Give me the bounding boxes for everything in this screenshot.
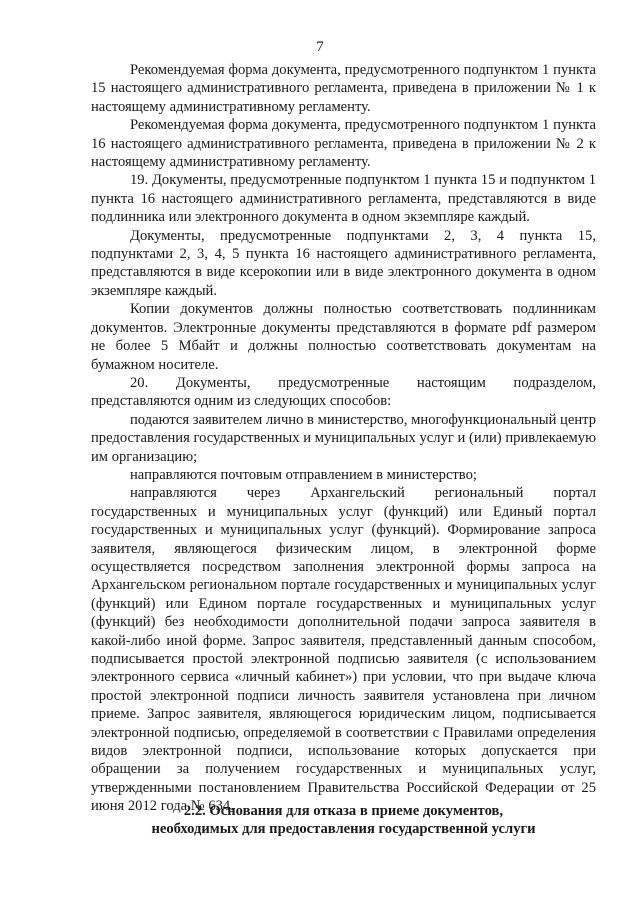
paragraph: Копии документов должны полностью соответствовать подлинникам документов. Электронные документы представляются в формате pdf размером не более 5 Мбайт и должны полностью соответствовать документам на бумажном носителе. xyxy=(91,301,596,373)
paragraph: Рекомендуемая форма документа, предусмотренного подпунктом 1 пункта 16 настоящего административного регламента, приведена в приложении № 2 к настоящему административному регламенту. xyxy=(91,117,596,171)
paragraph: подаются заявителем лично в министерство, многофункциональный центр предоставления государственных и муниципальных услуг и (или) привлекаемую им организацию; xyxy=(91,411,596,465)
body-text xyxy=(91,61,596,816)
paragraph: 19. Документы, предусмотренные подпунктом 1 пункта 15 и подпунктом 1 пункта 16 настоящего административного регламента, представляются в виде подлинника или электронного документа в одном экземпляре каждый. xyxy=(91,172,596,226)
paragraph: направляются почтовым отправлением в министерство; xyxy=(130,466,477,483)
paragraph: направляются через Архангельский региональный портал государственных и муниципальных услуг (функций) или Единый портал государственных и муниципальных услуг (функций). Формирование запроса заявителя, являющегося физическим лицом, в электронной форме осуществляется посредством заполнения электронной формы запроса на Архангельском региональном портале государственных и муниципальных услуг (функций) или Едином портале государственных и муниципальных услуг (функций) без необходимости дополнительной подачи запроса заявителя в какой-либо иной форме. Запрос заявителя, представленный данным способом, подписывается простой электронной подписью заявителя (с использованием электронного сервиса «личный кабинет») при условии, что при выдаче ключа простой электронной подписи личность заявителя установлена при личном приеме. Запрос заявителя, являющегося юридическим лицом, подписывается электронной подписью, определяемой в соответствии с Правилами определения видов электронной подписи, использование которых допускается при обращении за получением государственных и муниципальных услуг, утвержденными постановлением Правительства Российской Федерации от 25 июня 2012 года № 634. xyxy=(91,485,596,815)
section-heading-line: 2.2. Основания для отказа в приеме документов, xyxy=(183,803,504,819)
paragraph: Документы, предусмотренные подпунктами 2, 3, 4 пункта 15, подпунктами 2, 3, 4, 5 пункта 16 настоящего административного регламента, представляются в виде ксерокопии или в виде электронного документа в одном экземпляре каждый. xyxy=(91,227,596,299)
section-heading xyxy=(91,802,596,839)
paragraph: Рекомендуемая форма документа, предусмотренного подпунктом 1 пункта 15 настоящего административного регламента, приведена в приложении № 1 к настоящему административному регламенту. xyxy=(91,62,596,115)
section-heading-line: необходимых для предоставления государственной услуги xyxy=(151,821,536,838)
page-number: 7 xyxy=(316,39,324,55)
paragraph: 20. Документы, предусмотренные настоящим подразделом, представляются одним из следующих способов: xyxy=(91,374,596,410)
